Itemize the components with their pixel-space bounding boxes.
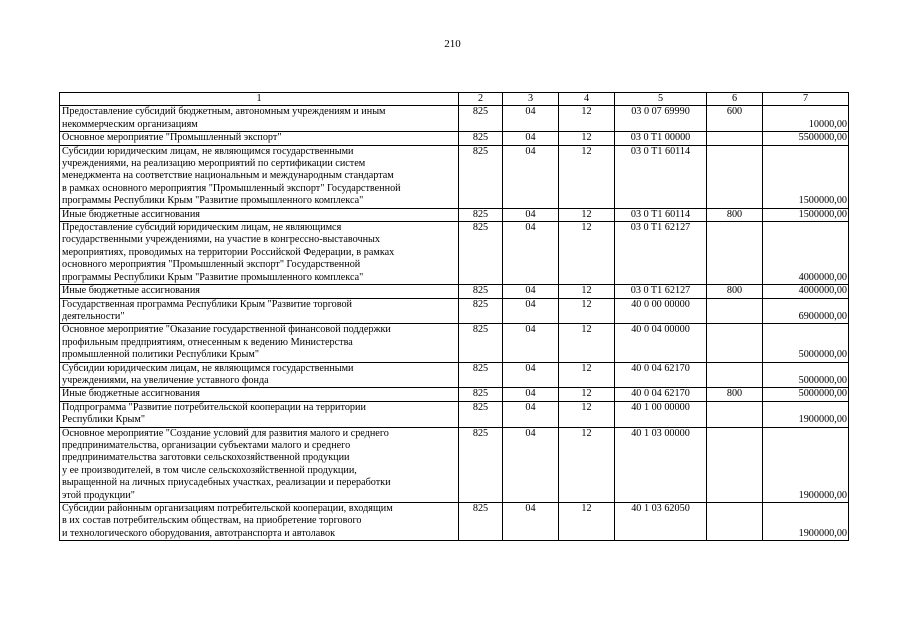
expense-type-cell: [707, 362, 763, 388]
expense-type-cell: [707, 145, 763, 208]
subsection-code-cell: 12: [559, 132, 615, 145]
header-cell: 3: [503, 93, 559, 106]
table-header-row: [60, 93, 849, 106]
expense-type-cell: [707, 427, 763, 502]
header-cell: 7: [763, 93, 849, 106]
item-name-cell: Субсидии юридическим лицам, не являющимся государственными учреждениями, на увеличение уставного фонда: [60, 362, 459, 388]
amount-cell: 5500000,00: [763, 132, 849, 145]
table-row: [60, 132, 849, 145]
ministry-code-cell: 825: [459, 208, 503, 221]
amount-cell: 1900000,00: [763, 503, 849, 541]
subsection-code-cell: 12: [559, 503, 615, 541]
ministry-code-cell: 825: [459, 298, 503, 324]
budget-table: [59, 92, 849, 541]
section-code-cell: 04: [503, 285, 559, 298]
item-name-cell: Основное мероприятие "Оказание государственной финансовой поддержки профильным предприятиям, отнесенным к ведению Министерства промышленной политики Республики Крым": [60, 324, 459, 362]
target-article-cell: 40 1 03 00000: [615, 427, 707, 502]
ministry-code-cell: 825: [459, 401, 503, 427]
ministry-code-cell: 825: [459, 106, 503, 132]
ministry-code-cell: 825: [459, 388, 503, 401]
ministry-code-cell: 825: [459, 324, 503, 362]
target-article-cell: 03 0 07 69990: [615, 106, 707, 132]
table-row: [60, 208, 849, 221]
amount-cell: 1900000,00: [763, 427, 849, 502]
ministry-code-cell: 825: [459, 362, 503, 388]
section-code-cell: 04: [503, 427, 559, 502]
subsection-code-cell: 12: [559, 106, 615, 132]
ministry-code-cell: 825: [459, 427, 503, 502]
page-number: 210: [444, 38, 461, 50]
table-row: [60, 427, 849, 502]
subsection-code-cell: 12: [559, 324, 615, 362]
item-name-cell: Предоставление субсидий бюджетным, автономным учреждениям и иным некоммерческим организациям: [60, 106, 459, 132]
table-row: [60, 222, 849, 285]
section-code-cell: 04: [503, 145, 559, 208]
expense-type-cell: 600: [707, 106, 763, 132]
table-row: [60, 285, 849, 298]
target-article-cell: 03 0 T1 62127: [615, 222, 707, 285]
subsection-code-cell: 12: [559, 388, 615, 401]
target-article-cell: 03 0 T1 60114: [615, 145, 707, 208]
header-cell: 4: [559, 93, 615, 106]
item-name-cell: Основное мероприятие "Промышленный экспорт": [60, 132, 459, 145]
amount-cell: 4000000,00: [763, 222, 849, 285]
expense-type-cell: 800: [707, 388, 763, 401]
item-name-cell: Иные бюджетные ассигнования: [60, 285, 459, 298]
header-cell: 6: [707, 93, 763, 106]
ministry-code-cell: 825: [459, 132, 503, 145]
amount-cell: 5000000,00: [763, 388, 849, 401]
amount-cell: 10000,00: [763, 106, 849, 132]
expense-type-cell: [707, 503, 763, 541]
target-article-cell: 03 0 T1 00000: [615, 132, 707, 145]
ministry-code-cell: 825: [459, 285, 503, 298]
section-code-cell: 04: [503, 208, 559, 221]
section-code-cell: 04: [503, 298, 559, 324]
expense-type-cell: [707, 324, 763, 362]
expense-type-cell: [707, 222, 763, 285]
item-name-cell: Государственная программа Республики Крым "Развитие торговой деятельности": [60, 298, 459, 324]
expense-type-cell: 800: [707, 208, 763, 221]
amount-cell: 6900000,00: [763, 298, 849, 324]
item-name-cell: Иные бюджетные ассигнования: [60, 208, 459, 221]
section-code-cell: 04: [503, 222, 559, 285]
item-name-cell: Субсидии юридическим лицам, не являющимся государственными учреждениями, на реализацию мероприятий по сертификации систем менеджмента на соответствие национальным и международным стандартам в рамках основного мероприятия "Промышленный экспорт" Государственной программы Республики Крым "Развитие промышленного комплекса": [60, 145, 459, 208]
subsection-code-cell: 12: [559, 298, 615, 324]
target-article-cell: 03 0 T1 60114: [615, 208, 707, 221]
ministry-code-cell: 825: [459, 145, 503, 208]
section-code-cell: 04: [503, 388, 559, 401]
amount-cell: 5000000,00: [763, 362, 849, 388]
subsection-code-cell: 12: [559, 222, 615, 285]
item-name-cell: Подпрограмма "Развитие потребительской кооперации на территории Республики Крым": [60, 401, 459, 427]
expense-type-cell: [707, 298, 763, 324]
subsection-code-cell: 12: [559, 145, 615, 208]
table-row: [60, 145, 849, 208]
amount-cell: 1500000,00: [763, 145, 849, 208]
target-article-cell: 40 0 04 00000: [615, 324, 707, 362]
table-row: [60, 298, 849, 324]
ministry-code-cell: 825: [459, 222, 503, 285]
table-row: [60, 503, 849, 541]
amount-cell: 5000000,00: [763, 324, 849, 362]
item-name-cell: Иные бюджетные ассигнования: [60, 388, 459, 401]
target-article-cell: 40 1 03 62050: [615, 503, 707, 541]
subsection-code-cell: 12: [559, 362, 615, 388]
table-row: [60, 362, 849, 388]
target-article-cell: 40 0 00 00000: [615, 298, 707, 324]
amount-cell: 1900000,00: [763, 401, 849, 427]
item-name-cell: Основное мероприятие "Создание условий для развития малого и среднего предпринимательства, организации субъектами малого и среднего предпринимательства заготовки сельскохозяйственной продукции у ее производителей, в том числе сельскохозяйственной продукции, выращенной на личных приусадебных участках, реализации и переработки этой продукции": [60, 427, 459, 502]
target-article-cell: 40 0 04 62170: [615, 362, 707, 388]
subsection-code-cell: 12: [559, 208, 615, 221]
section-code-cell: 04: [503, 324, 559, 362]
expense-type-cell: [707, 132, 763, 145]
subsection-code-cell: 12: [559, 401, 615, 427]
target-article-cell: 40 1 00 00000: [615, 401, 707, 427]
table-row: [60, 106, 849, 132]
subsection-code-cell: 12: [559, 427, 615, 502]
section-code-cell: 04: [503, 106, 559, 132]
table-row: [60, 401, 849, 427]
section-code-cell: 04: [503, 401, 559, 427]
ministry-code-cell: 825: [459, 503, 503, 541]
subsection-code-cell: 12: [559, 285, 615, 298]
section-code-cell: 04: [503, 362, 559, 388]
section-code-cell: 04: [503, 503, 559, 541]
header-cell: 1: [60, 93, 459, 106]
header-cell: 5: [615, 93, 707, 106]
item-name-cell: Предоставление субсидий юридическим лицам, не являющимся государственными учреждениями, на участие в конгрессно-выставочных мероприятиях, проводимых на территории Российской Федерации, в рамках основного мероприятия "Промышленный экспорт" Государственной программы Республики Крым "Развитие промышленного комплекса": [60, 222, 459, 285]
section-code-cell: 04: [503, 132, 559, 145]
target-article-cell: 03 0 T1 62127: [615, 285, 707, 298]
table-row: [60, 388, 849, 401]
amount-cell: 1500000,00: [763, 208, 849, 221]
item-name-cell: Субсидии районным организациям потребительской кооперации, входящим в их состав потребительским обществам, на приобретение торгового и технологического оборудования, автотранспорта и автолавок: [60, 503, 459, 541]
expense-type-cell: [707, 401, 763, 427]
amount-cell: 4000000,00: [763, 285, 849, 298]
header-cell: 2: [459, 93, 503, 106]
expense-type-cell: 800: [707, 285, 763, 298]
target-article-cell: 40 0 04 62170: [615, 388, 707, 401]
table-row: [60, 324, 849, 362]
